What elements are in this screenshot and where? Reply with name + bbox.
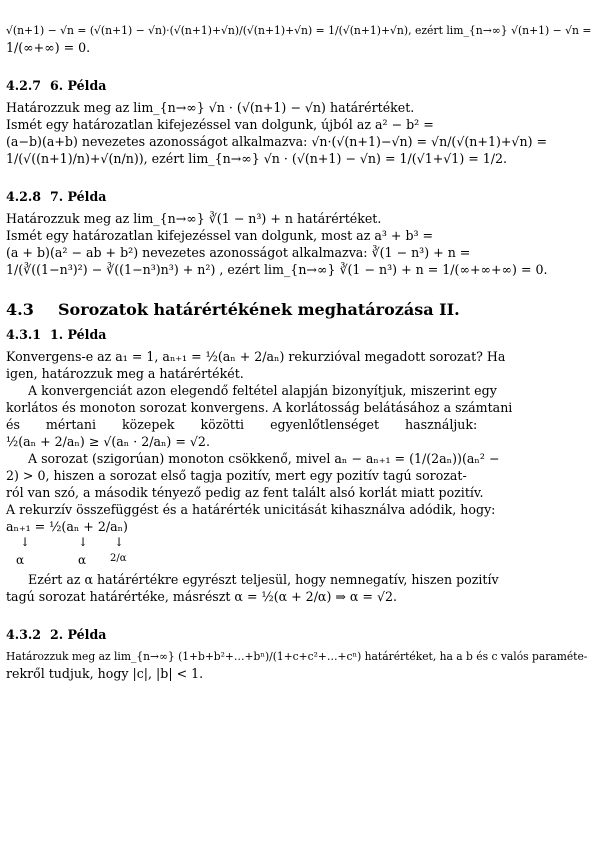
intro-formula-line-1: √(n+1) − √n = (√(n+1) − √n)·(√(n+1)+√n)/(√(n+1)+√n) = 1/(√(n+1)+√n), ezért lim_{n→∞} √(n+1) − √n = <box>6 24 592 37</box>
down-arrow-icon: ↓ <box>114 535 125 549</box>
intro-formula-line-2: 1/(∞+∞) = 0. <box>6 40 91 55</box>
s428-line-1: Határozzuk meg az lim_{n→∞} ∛(1 − n³) + n határértéket. <box>6 211 382 226</box>
s431-recursion-line: aₙ₊₁ = ½(aₙ + 2/aₙ) <box>6 519 128 534</box>
section-title: 1. Példa <box>50 327 107 342</box>
s431-closing-2: tagú sorozat határértéke, másrészt α = ½(α + 2/α) ⇒ α = √2. <box>6 589 398 604</box>
s427-line-1: Határozzuk meg az lim_{n→∞} √n · (√(n+1) − √n) határértéket. <box>6 100 415 115</box>
section-title: 2. Példa <box>50 627 107 642</box>
s431-line-4: korlátos és monoton sorozat konvergens. A korlátosság belátásához a számtani <box>6 400 513 415</box>
limit-arrows-diagram <box>6 535 592 571</box>
limit-alpha-left: α <box>16 553 25 567</box>
s427-line-3: (a−b)(a+b) nevezetes azonosságot alkalmazva: √n·(√(n+1)−√n) = √n/(√(n+1)+√n) = <box>6 134 548 149</box>
s428-line-2: Ismét egy határozatlan kifejezéssel van dolgunk, most az a³ + b³ = <box>6 228 434 243</box>
section-4-3-heading <box>6 300 592 319</box>
limit-two-over-alpha: 2/α <box>110 553 127 564</box>
section-number: 4.2.7 <box>6 78 42 93</box>
s432-line-1: Határozzuk meg az lim_{n→∞} (1+b+b²+…+bⁿ)/(1+c+c²+…+cⁿ) határértéket, ha a b és c valós paraméte- <box>6 650 588 663</box>
section-title: 7. Példa <box>50 189 107 204</box>
section-number: 4.3 <box>6 300 34 319</box>
section-4-3-1-heading <box>6 327 592 342</box>
s428-line-4: 1/(∛((1−n³)²) − ∛((1−n³)n³) + n²) , ezért lim_{n→∞} ∛(1 − n³) + n = 1/(∞+∞+∞) = 0. <box>6 262 548 277</box>
s431-line-2: igen, határozzuk meg a határértékét. <box>6 366 244 381</box>
s427-line-2: Ismét egy határozatlan kifejezéssel van dolgunk, újból az a² − b² = <box>6 117 434 132</box>
s431-line-7: A sorozat (szigorúan) monoton csökkenő, mivel aₙ − aₙ₊₁ = (1/(2aₙ))(aₙ² − <box>28 451 500 466</box>
down-arrow-icon: ↓ <box>20 535 31 549</box>
down-arrow-icon: ↓ <box>78 535 89 549</box>
document-page <box>6 22 592 682</box>
s431-line-6: ½(aₙ + 2/aₙ) ≥ √(aₙ · 2/aₙ) = √2. <box>6 434 210 449</box>
s431-line-1: Konvergens-e az a₁ = 1, aₙ₊₁ = ½(aₙ + 2/aₙ) rekurzióval megadott sorozat? Ha <box>6 349 506 364</box>
s428-line-3: (a + b)(a² − ab + b²) nevezetes azonosságot alkalmazva: ∛(1 − n³) + n = <box>6 245 471 260</box>
s431-line-10: A rekurzív összefüggést és a határérték unicitását kihasználva adódik, hogy: <box>6 502 496 517</box>
s431-line-8: 2) > 0, hiszen a sorozat első tagja pozitív, mert egy pozitív tagú sorozat- <box>6 468 467 483</box>
section-4-3-2-heading <box>6 627 592 642</box>
section-4-2-8-heading <box>6 189 592 204</box>
s431-line-3: A konvergenciát azon elegendő feltétel alapján bizonyítjuk, miszerint egy <box>28 383 497 398</box>
section-number: 4.3.2 <box>6 627 42 642</box>
section-title: Sorozatok határértékének meghatározása II. <box>58 300 460 319</box>
section-number: 4.2.8 <box>6 189 42 204</box>
s431-closing-1: Ezért az α határértékre egyrészt teljesül, hogy nemnegatív, hiszen pozitív <box>28 572 499 587</box>
section-title: 6. Példa <box>50 78 107 93</box>
section-4-2-7-heading <box>6 78 592 93</box>
s431-line-9: ról van szó, a második tényező pedig az fent talált alsó korlát miatt pozitív. <box>6 485 484 500</box>
section-number: 4.3.1 <box>6 327 42 342</box>
s431-line-5: és mértani közepek közötti egyenlőtlenséget használjuk: <box>6 417 478 432</box>
limit-alpha-mid: α <box>78 553 87 567</box>
s432-line-2: rekről tudjuk, hogy |c|, |b| < 1. <box>6 666 204 681</box>
s427-line-4: 1/(√((n+1)/n)+√(n/n)), ezért lim_{n→∞} √n · (√(n+1) − √n) = 1/(√1+√1) = 1/2. <box>6 151 508 166</box>
